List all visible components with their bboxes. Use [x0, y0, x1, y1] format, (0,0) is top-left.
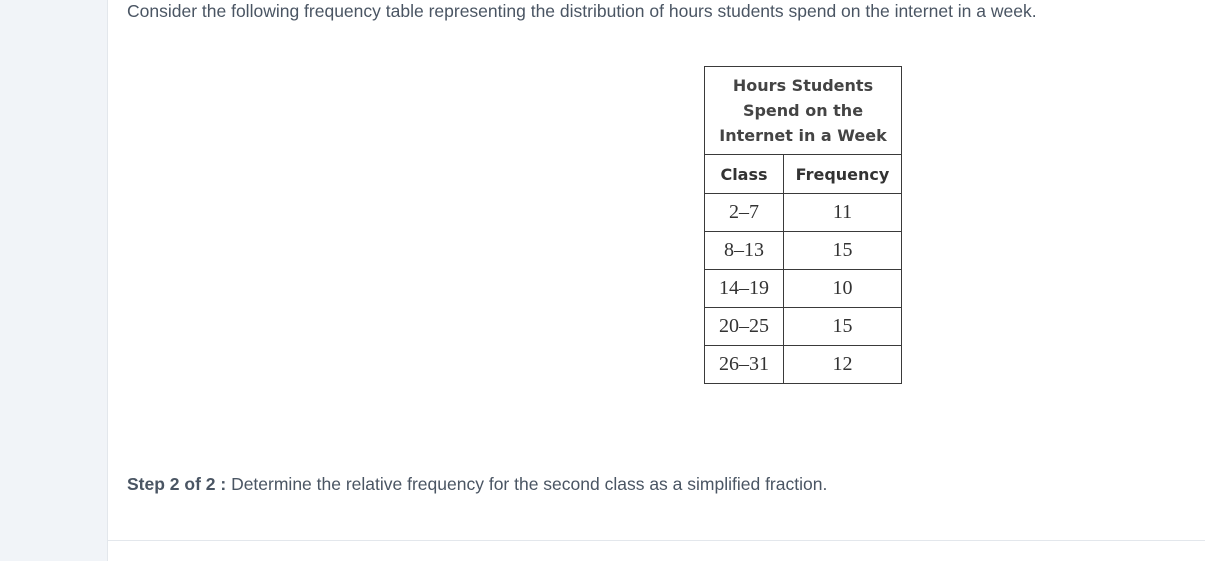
- left-gutter: [0, 0, 107, 561]
- frequency-cell: 15: [784, 232, 902, 270]
- frequency-cell: 12: [784, 346, 902, 384]
- table-caption-line: Spend on the: [742, 101, 864, 120]
- table-row: [705, 232, 902, 270]
- class-cell: 8–13: [705, 232, 784, 270]
- table-row: [705, 346, 902, 384]
- table-row: [705, 194, 902, 232]
- question-prompt: Consider the following frequency table representing the distribution of hours students spend on the internet in a week.: [127, 1, 1037, 21]
- section-divider: [108, 540, 1205, 541]
- column-header-frequency: Frequency: [784, 155, 902, 194]
- frequency-cell: 10: [784, 270, 902, 308]
- table-caption-line: Hours Students: [732, 76, 874, 95]
- frequency-table: [704, 66, 902, 384]
- step-label: Step 2 of 2 :: [127, 474, 227, 494]
- class-cell: 2–7: [705, 194, 784, 232]
- class-cell: 20–25: [705, 308, 784, 346]
- table-caption-line: Internet in a Week: [719, 126, 887, 145]
- table-row: [705, 308, 902, 346]
- frequency-cell: 11: [784, 194, 902, 232]
- frequency-cell: 15: [784, 308, 902, 346]
- step-instruction-line: [127, 474, 827, 495]
- class-cell: 14–19: [705, 270, 784, 308]
- step-instruction: Determine the relative frequency for the second class as a simplified fraction.: [231, 474, 828, 494]
- question-panel: [107, 0, 1205, 561]
- class-cell: 26–31: [705, 346, 784, 384]
- column-header-class: Class: [705, 155, 784, 194]
- table-caption: [705, 67, 902, 155]
- table-row: [705, 270, 902, 308]
